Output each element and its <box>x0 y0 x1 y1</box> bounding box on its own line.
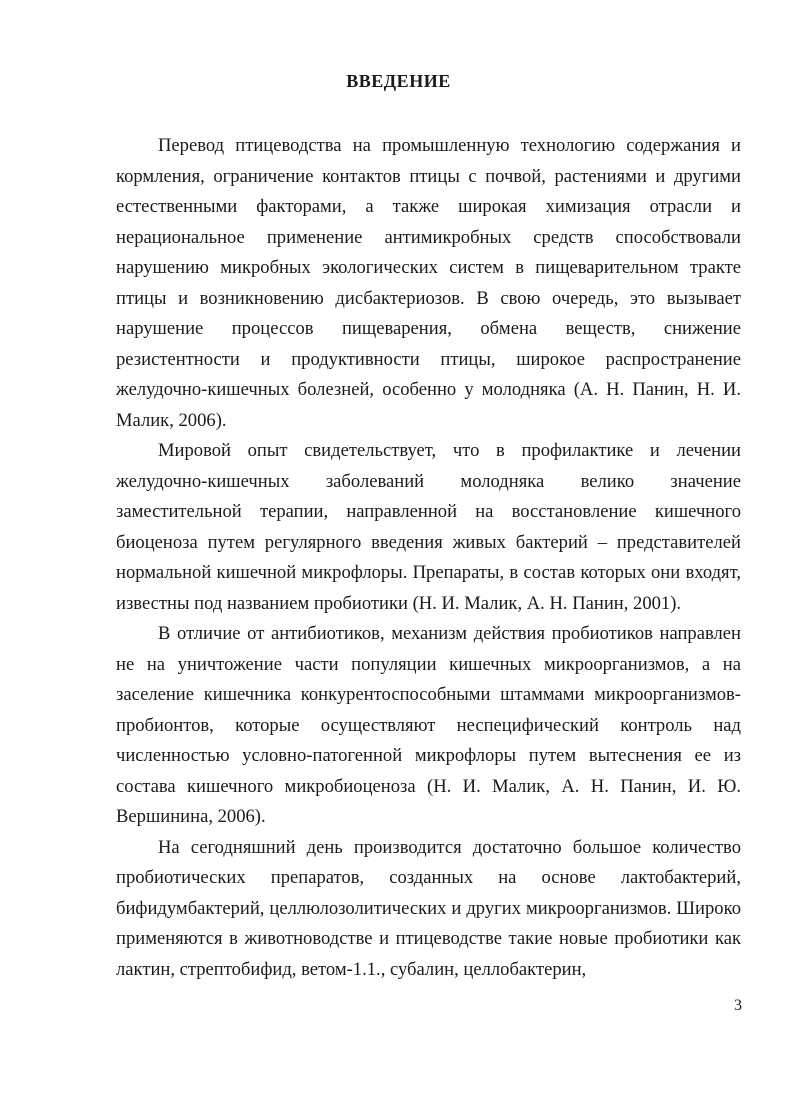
paragraph-2: Мировой опыт свидетельствует, что в профилактике и лечении желудочно-кишечных заболеваний молодняка велико значение заместительной терапии, направленной на восстановление кишечного биоценоза путем регулярного введения живых бактерий – представителей нормальной кишечной микрофлоры. Препараты, в состав которых они входят, известны под названием пробиотики (Н. И. Малик, А. Н. Панин, 2001). <box>116 440 741 614</box>
body-text <box>116 131 741 985</box>
page-number: 3 <box>734 997 742 1014</box>
paragraph-4: На сегодняшний день производится достаточно большое количество пробиотических препаратов, созданных на основе лактобактерий, бифидумбактерий, целлюлозолитических и других микроорганизмов. Широко применяются в животноводстве и птицеводстве такие новые пробиотики как лактин, стрептобифид, ветом-1.1., субалин, целлобактерин, <box>116 836 741 980</box>
paragraph-3: В отличие от антибиотиков, механизм действия пробиотиков направлен не на уничтожение части популяции кишечных микроорганизмов, а на заселение кишечника конкурентоспособными штаммами микроорганизмов-пробионтов, которые осуществляют неспецифический контроль над численностью условно-патогенной микрофлоры путем вытеснения ее из состава кишечного микробиоценоза (Н. И. Малик, А. Н. Панин, И. Ю. Вершинина, 2006). <box>116 623 741 827</box>
page-title: ВВЕДЕНИЕ <box>346 71 451 91</box>
paragraph-1: Перевод птицеводства на промышленную технологию содержания и кормления, ограничение контактов птицы с почвой, растениями и другими естественными факторами, а также широкая химизация отрасли и нерациональное применение антимикробных средств способствовали нарушению микробных экологических систем в пищеварительном тракте птицы и возникновению дисбактериозов. В свою очередь, это вызывает нарушение процессов пищеварения, обмена веществ, снижение резистентности и продуктивности птицы, широкое распространение желудочно-кишечных болезней, особенно у молодняка (А. Н. Панин, Н. И. Малик, 2006). <box>116 135 741 431</box>
